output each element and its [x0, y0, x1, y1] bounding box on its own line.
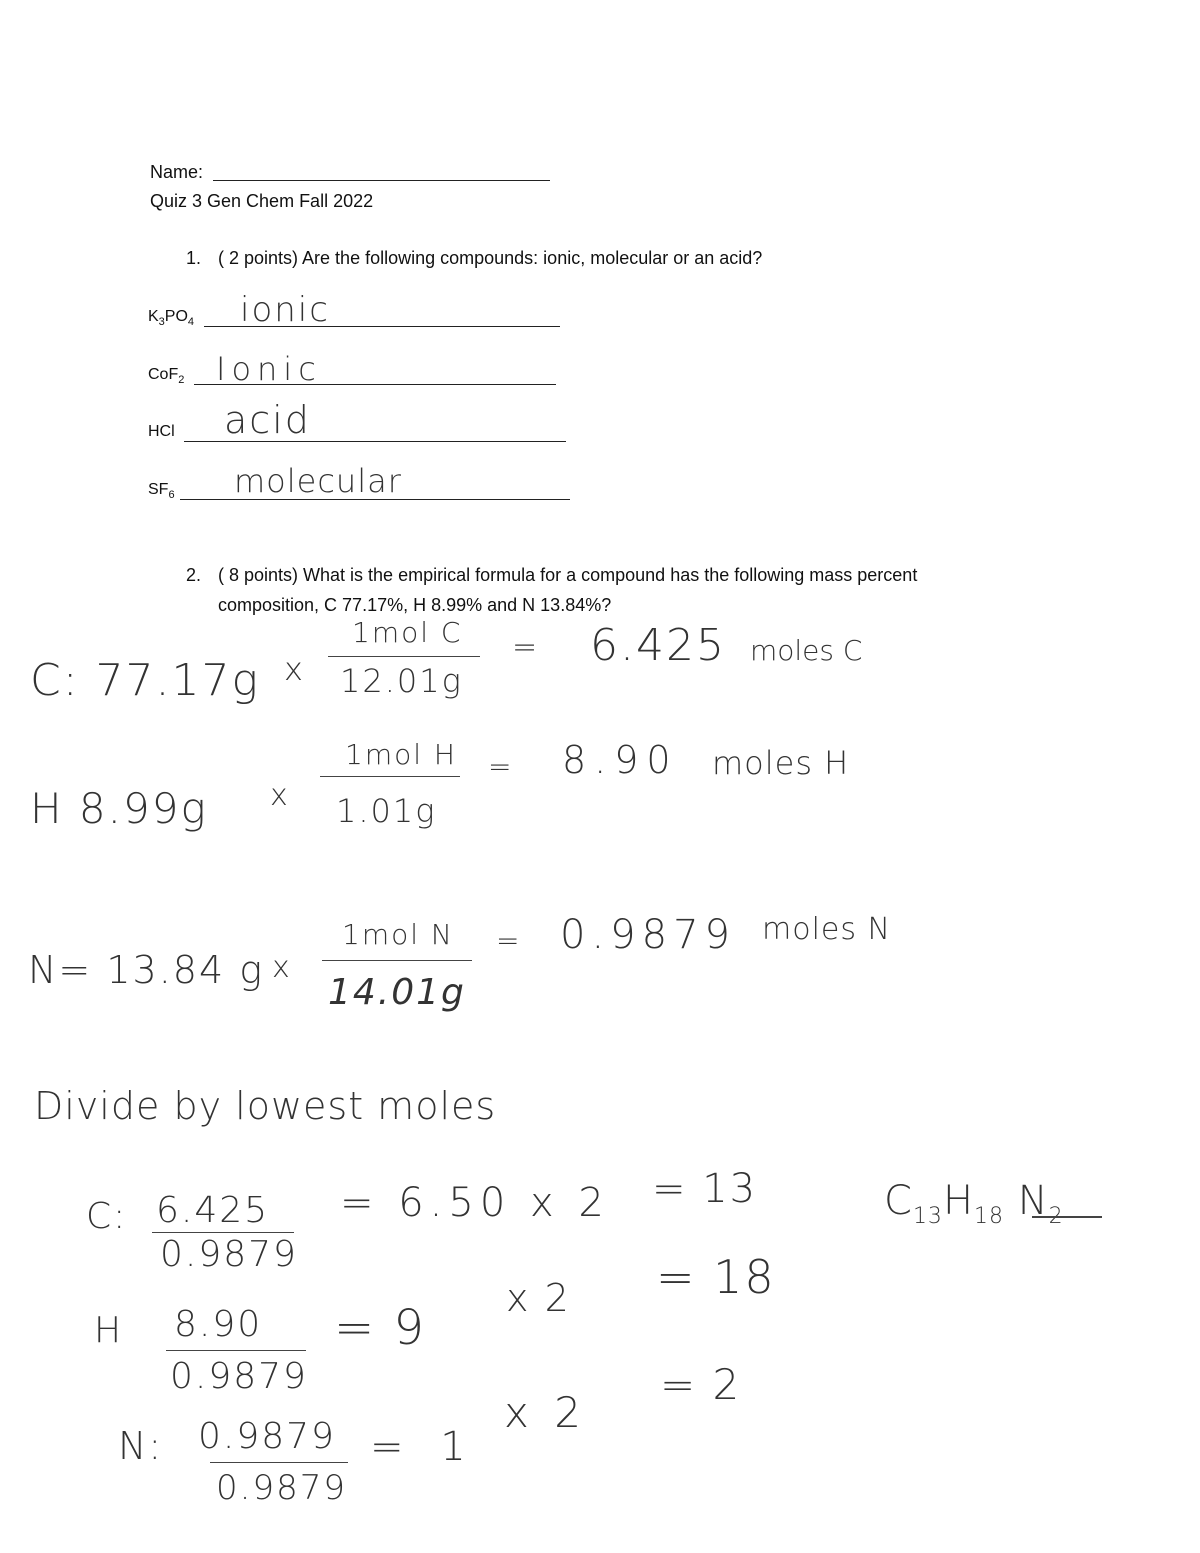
c-fraction-bar: [328, 656, 480, 657]
n-fraction-bar: [322, 960, 472, 961]
c-denominator: 12.01g: [340, 662, 463, 700]
c-moles-unit: moles C: [750, 634, 863, 667]
h-given-mass: H 8.99g: [30, 784, 208, 833]
compound-sf6: $SF_6$: [148, 481, 175, 502]
n-ratio-denominator: 0.9879: [216, 1468, 347, 1508]
formula-underline-n: [1032, 1216, 1102, 1218]
h-times: x: [270, 778, 290, 813]
c-ratio-label: C:: [86, 1196, 128, 1237]
n-numerator: 1mol N: [342, 918, 454, 951]
h-denominator: 1.01g: [336, 792, 437, 830]
name-field-line: [213, 180, 550, 181]
c-equals: =: [512, 630, 540, 665]
n-moles-unit: moles N: [762, 912, 891, 947]
h-ratio-numerator: 8.90: [174, 1304, 263, 1345]
q2-number: 2.: [186, 565, 202, 585]
n-ratio-label: N:: [118, 1424, 164, 1468]
h-moles-unit: moles H: [712, 744, 850, 782]
c-ratio-numerator: 6.425: [156, 1190, 270, 1231]
n-times: x: [272, 950, 292, 985]
n-ratio-final: = 2: [660, 1360, 742, 1409]
q1-number: 1.: [186, 248, 202, 268]
c-ratio-result: = 6.50 x 2: [340, 1180, 610, 1226]
n-ratio-bar: [210, 1462, 348, 1463]
q2-prompt-line1: ( 8 points) What is the empirical formula for a compound has the following mass percent: [218, 565, 918, 585]
h-ratio-label: H: [94, 1310, 124, 1351]
c-numerator: 1mol C: [352, 616, 463, 649]
n-ratio-numerator: 0.9879: [198, 1416, 336, 1457]
c-given-mass: C: 77.17g: [30, 655, 260, 706]
h-equals: =: [488, 750, 514, 783]
h-numerator: 1mol H: [345, 738, 457, 771]
compound-k3po4: $K_3PO_4$: [148, 308, 195, 329]
c-ratio-final: = 13: [652, 1166, 758, 1212]
n-given-mass: N= 13.84 g: [28, 948, 265, 992]
n-ratio-result: = 1: [370, 1424, 478, 1470]
h-ratio-mult: x 2: [506, 1276, 571, 1320]
answer-4: molecular: [234, 462, 402, 500]
h-ratio-final: = 18: [656, 1250, 776, 1304]
c-ratio-bar: [152, 1232, 294, 1233]
c-moles-value: 6.425: [590, 620, 726, 671]
empirical-formula: $C_{13}H_{18}$ $N_2$: [884, 1178, 1064, 1229]
h-fraction-bar: [320, 776, 460, 777]
n-equals: =: [496, 924, 522, 957]
answer-3: acid: [224, 398, 311, 442]
h-moles-value: 8.90: [562, 738, 679, 782]
answer-1: ionic: [240, 290, 330, 330]
q2-prompt-line2: composition, C 77.17%, H 8.99% and N 13.84%?: [218, 595, 612, 615]
q1-prompt: ( 2 points) Are the following compounds: ionic, molecular or an acid?: [218, 248, 763, 268]
n-denominator: 14.01g: [328, 972, 466, 1013]
quiz-title: Quiz 3 Gen Chem Fall 2022: [150, 191, 374, 211]
h-ratio-denominator: 0.9879: [170, 1356, 308, 1397]
divide-note: Divide by lowest moles: [34, 1084, 497, 1128]
c-times: x: [284, 650, 305, 688]
c-ratio-denominator: 0.9879: [160, 1234, 298, 1275]
h-ratio-result: = 9: [334, 1300, 427, 1356]
name-label: Name:: [150, 162, 204, 182]
n-moles-value: 0.9879: [560, 912, 736, 958]
answer-2: Ionic: [216, 350, 322, 388]
h-ratio-bar: [166, 1350, 306, 1351]
compound-cof2: CoF$_2$: [148, 366, 185, 387]
compound-hcl: HCl: [148, 423, 175, 440]
n-ratio-mult: x 2: [504, 1388, 587, 1437]
